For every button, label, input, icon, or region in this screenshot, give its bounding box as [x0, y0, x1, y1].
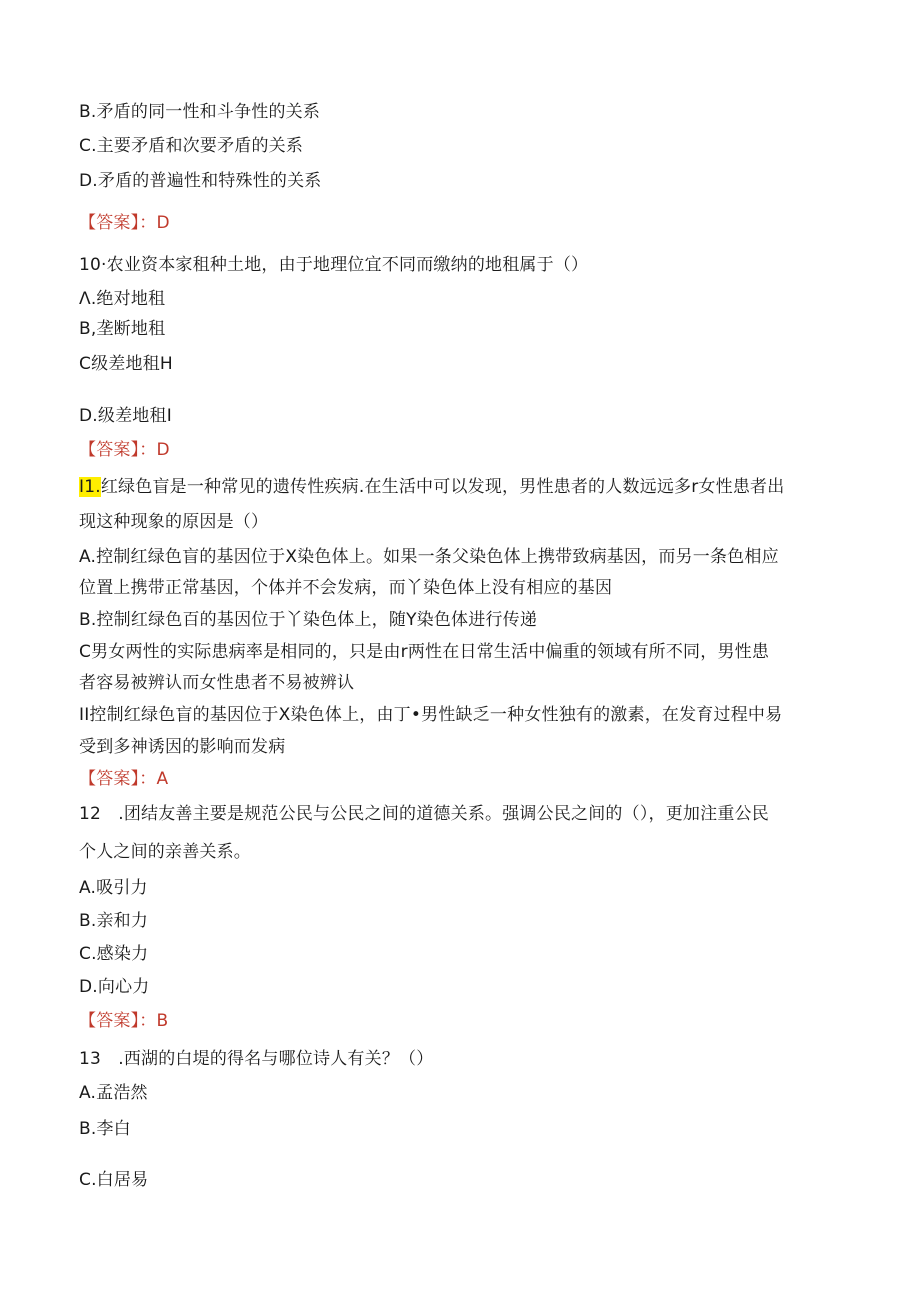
option-d-cont: 受到多神诱因的影响而发病: [79, 737, 286, 757]
option-a-line: A.孟浩然: [79, 1083, 148, 1103]
question-12-cont: 个人之间的亲善关系。: [79, 842, 251, 862]
option-d-line: D.向心力: [79, 977, 150, 997]
question-13: 13 .西湖的白堤的得名与哪位诗人有关？（）: [79, 1049, 434, 1069]
option-d-line: D.级差地租I: [79, 406, 172, 426]
answer-line: 【答案】：D: [79, 440, 170, 460]
answer-line: 【答案】：B: [79, 1011, 169, 1031]
option-b-line: B,垄断地租: [79, 319, 166, 339]
answer-line: 【答案】：A: [79, 769, 169, 789]
question-11-cont: 现这种现象的原因是（）: [79, 512, 269, 532]
option-c-line: C男女两性的实际患病率是相同的，只是由r两性在日常生活中偏重的领域有所不同，男性患: [79, 642, 770, 662]
question-11: [79, 476, 784, 498]
option-c-line: C.白居易: [79, 1170, 149, 1190]
option-a-line: A.吸引力: [79, 878, 148, 898]
option-c-line: C级差地租H: [79, 354, 173, 374]
option-b-line: B.矛盾的同一性和斗争性的关系: [79, 102, 321, 122]
question-10: 10·农业资本家租种土地，由于地理位宜不同而缴纳的地租属于（）: [79, 255, 589, 275]
option-b-line: B.李白: [79, 1119, 131, 1139]
option-d-line: D.矛盾的普遍性和特殊性的关系: [79, 171, 322, 191]
option-c-line: C.感染力: [79, 944, 149, 964]
option-b-line: B.亲和力: [79, 911, 149, 931]
answer-line: 【答案】：D: [79, 213, 170, 233]
option-b-line: B.控制红绿色百的基因位于丫染色体上，随Y染色体进行传递: [79, 610, 538, 630]
option-d-line: II控制红绿色盲的基因位于X染色体上，由丁•男性缺乏一种女性独有的激素，在发育过程中易: [79, 705, 783, 725]
option-a-line: Λ.绝对地租: [79, 289, 166, 309]
highlight-mark: I1.: [79, 477, 101, 497]
question-12: 12 .团结友善主要是规范公民与公民之间的道德关系。强调公民之间的（），更加注重公民: [79, 804, 769, 824]
option-a-line: A.控制红绿色盲的基因位于X染色体上。如果一条父染色体上携带致病基因，而另一条色相应: [79, 547, 779, 567]
option-a-cont: 位置上携带正常基因，个体并不会发病，而丫染色体上没有相应的基因: [79, 578, 613, 598]
option-c-cont: 者容易被辨认而女性患者不易被辨认: [79, 673, 355, 693]
question-11-text: 红绿色盲是一种常见的遗传性疾病.在生活中可以发现，男性患者的人数远远多r女性患者出: [100, 477, 785, 497]
option-c-line: C.主要矛盾和次要矛盾的关系: [79, 136, 304, 156]
